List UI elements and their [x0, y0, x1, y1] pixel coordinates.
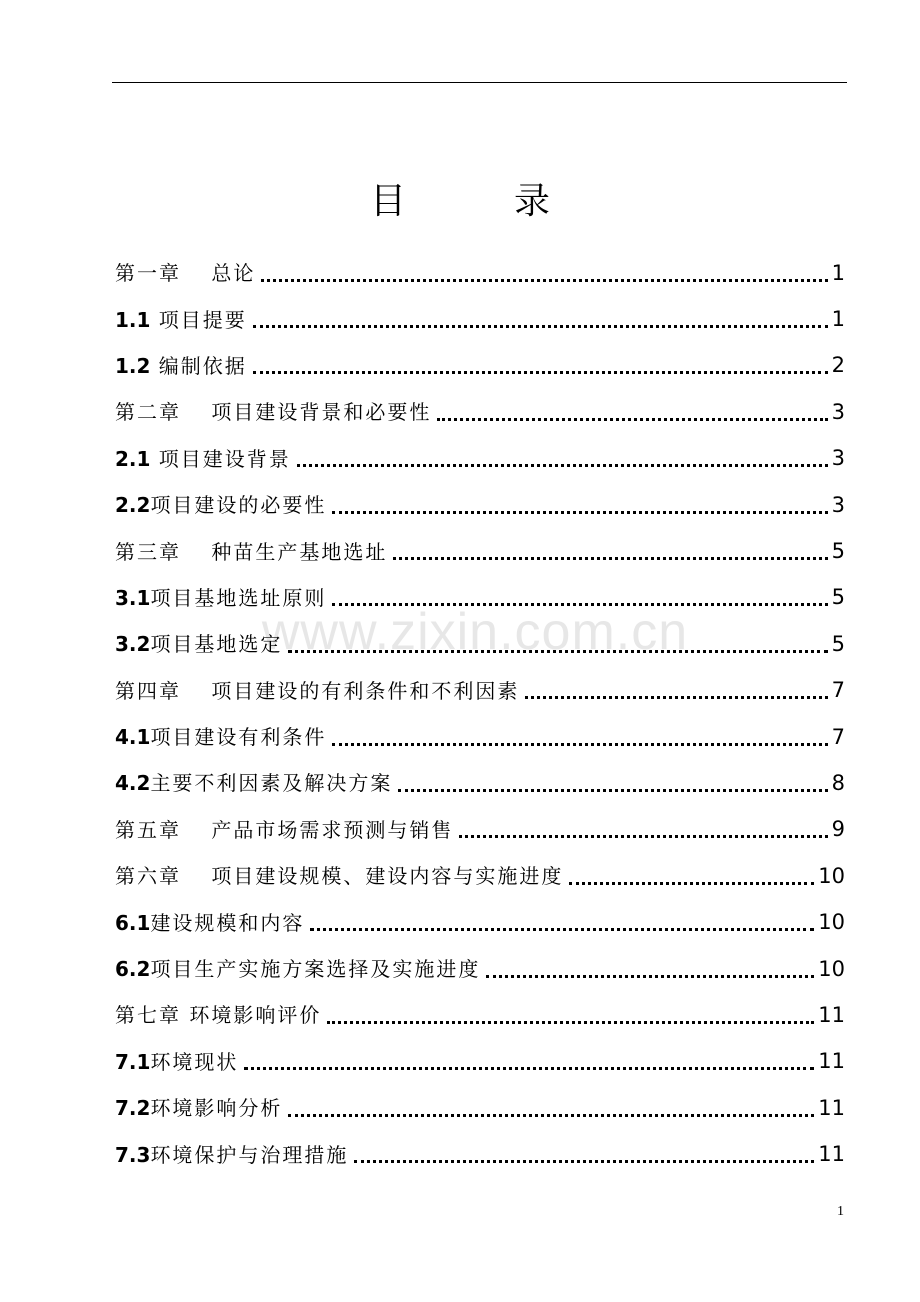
- toc-dot-leader: [332, 511, 827, 514]
- toc-entry[interactable]: [115, 343, 845, 389]
- toc-dot-leader: [297, 464, 828, 467]
- toc-entry-page: 5: [831, 631, 845, 656]
- toc-entry-page: 7: [831, 724, 845, 749]
- toc-entry-label: [115, 678, 523, 703]
- toc-entry[interactable]: [115, 668, 845, 714]
- toc-entry[interactable]: [115, 946, 845, 992]
- toc-entry-page: 3: [831, 492, 845, 517]
- toc-entry-text: 环境保护与治理措施: [150, 1142, 349, 1167]
- toc-entry-page: 11: [818, 1002, 845, 1027]
- toc-entry-label: [115, 1003, 325, 1028]
- toc-entry[interactable]: [115, 760, 845, 806]
- toc-entry[interactable]: [115, 899, 845, 945]
- page-title: [0, 168, 920, 228]
- toc-entry-label: [115, 910, 308, 935]
- toc-entry-label: [115, 771, 396, 796]
- header-rule: [112, 82, 847, 83]
- toc-entry-text: 第二章 项目建设背景和必要性: [115, 400, 432, 425]
- toc-entry-text: 第三章 种苗生产基地选址: [115, 539, 388, 564]
- toc-dot-leader: [288, 650, 827, 653]
- toc-entry[interactable]: [115, 853, 845, 899]
- toc-entry-text: 项目建设有利条件: [150, 725, 327, 750]
- toc-entry-number: 4.2: [115, 771, 151, 796]
- toc-entry-label: [115, 446, 295, 471]
- title-char-right: 录: [514, 180, 551, 222]
- toc-entry[interactable]: [115, 1131, 845, 1177]
- toc-entry-page: 1: [831, 307, 845, 332]
- toc-dot-leader: [354, 1160, 814, 1163]
- toc-entry-page: 11: [818, 1142, 845, 1167]
- toc-entry-page: 10: [818, 910, 845, 935]
- toc-entry-label: [115, 1049, 242, 1074]
- toc-entry-text: 项目生产实施方案选择及实施进度: [150, 957, 481, 982]
- toc-dot-leader: [332, 603, 827, 606]
- toc-entry[interactable]: [115, 714, 845, 760]
- toc-entry-text: 环境影响分析: [150, 1096, 283, 1121]
- toc-entry-page: 11: [818, 1049, 845, 1074]
- toc-dot-leader: [253, 371, 828, 374]
- toc-entry-number: 3.2: [115, 632, 151, 657]
- toc-entry-label: [115, 307, 251, 332]
- toc-entry-text: 第四章 项目建设的有利条件和不利因素: [115, 678, 520, 703]
- toc-entry-label: [115, 400, 435, 425]
- toc-entry-text: 第七章 环境影响评价: [115, 1003, 322, 1028]
- toc-entry[interactable]: [115, 528, 845, 574]
- toc-entry-label: [115, 632, 286, 657]
- toc-entry-page: 5: [831, 539, 845, 564]
- toc-entry-number: 1.2: [115, 353, 151, 378]
- toc-entry-text: 编制依据: [150, 353, 247, 378]
- toc-dot-leader: [253, 325, 828, 328]
- toc-entry-text: 第六章 项目建设规模、建设内容与实施进度: [115, 864, 564, 889]
- toc-entry-page: 3: [831, 446, 845, 471]
- toc-entry-label: [115, 1142, 352, 1167]
- toc-entry-text: 建设规模和内容: [150, 910, 305, 935]
- toc-dot-leader: [569, 882, 814, 885]
- toc-entry-label: [115, 725, 330, 750]
- toc-dot-leader: [288, 1114, 814, 1117]
- toc-dot-leader: [310, 928, 814, 931]
- toc-entry-page: 5: [831, 585, 845, 610]
- toc-entry-text: 项目建设背景: [150, 446, 291, 471]
- toc-entry-text: 项目提要: [150, 307, 247, 332]
- toc-dot-leader: [332, 743, 827, 746]
- toc-entry-label: [115, 957, 484, 982]
- toc-entry-page: 1: [831, 260, 845, 285]
- toc-entry-page: 2: [831, 353, 845, 378]
- toc-dot-leader: [437, 418, 827, 421]
- toc-entry-text: 主要不利因素及解决方案: [150, 771, 393, 796]
- toc-dot-leader: [486, 975, 814, 978]
- toc-dot-leader: [459, 835, 827, 838]
- toc-entry-page: 3: [831, 399, 845, 424]
- toc-entry-number: 4.1: [115, 725, 151, 750]
- toc-entry[interactable]: [115, 250, 845, 296]
- toc-entry-number: 7.3: [115, 1142, 151, 1167]
- toc-dot-leader: [525, 696, 827, 699]
- toc-entry[interactable]: [115, 482, 845, 528]
- toc-entry-page: 9: [831, 817, 845, 842]
- toc-entry-page: 10: [818, 956, 845, 981]
- toc-entry-label: [115, 493, 330, 518]
- toc-entry-text: 项目基地选址原则: [150, 585, 327, 610]
- toc-entry-number: 1.1: [115, 307, 151, 332]
- toc-entry-label: [115, 261, 259, 286]
- toc-dot-leader: [261, 279, 827, 282]
- toc-entry-number: 6.2: [115, 957, 151, 982]
- toc-entry-label: [115, 585, 330, 610]
- toc-entry-number: 7.2: [115, 1096, 151, 1121]
- toc-entry-text: 环境现状: [150, 1049, 239, 1074]
- toc-entry-number: 7.1: [115, 1049, 151, 1074]
- table-of-contents: [115, 250, 845, 1178]
- toc-entry-label: [115, 864, 567, 889]
- toc-entry-text: 项目基地选定: [150, 632, 283, 657]
- toc-dot-leader: [327, 1021, 814, 1024]
- toc-entry[interactable]: [115, 296, 845, 342]
- toc-entry-text: 项目建设的必要性: [150, 493, 327, 518]
- toc-entry-number: 2.1: [115, 446, 151, 471]
- toc-entry[interactable]: [115, 389, 845, 435]
- toc-entry-text: 第五章 产品市场需求预测与销售: [115, 817, 454, 842]
- watermark: www.zixin.com.cn: [261, 603, 689, 661]
- toc-entry[interactable]: [115, 992, 845, 1038]
- toc-entry[interactable]: [115, 1039, 845, 1085]
- toc-entry-label: [115, 1096, 286, 1121]
- toc-entry[interactable]: [115, 575, 845, 621]
- toc-entry-number: 2.2: [115, 493, 151, 518]
- toc-entry[interactable]: [115, 807, 845, 853]
- toc-entry-label: [115, 539, 391, 564]
- toc-entry-label: [115, 353, 251, 378]
- toc-entry-number: 3.1: [115, 585, 151, 610]
- page-number: 1: [837, 1204, 844, 1219]
- toc-dot-leader: [393, 557, 827, 560]
- toc-entry-page: 11: [818, 1095, 845, 1120]
- toc-entry[interactable]: [115, 436, 845, 482]
- toc-entry-page: 8: [831, 770, 845, 795]
- toc-entry-page: 10: [818, 863, 845, 888]
- toc-dot-leader: [398, 789, 827, 792]
- toc-entry-label: [115, 817, 457, 842]
- toc-entry-page: 7: [831, 678, 845, 703]
- toc-entry-text: 第一章 总论: [115, 261, 256, 286]
- toc-entry[interactable]: [115, 621, 845, 667]
- toc-dot-leader: [244, 1067, 814, 1070]
- toc-entry-number: 6.1: [115, 910, 151, 935]
- toc-entry[interactable]: [115, 1085, 845, 1131]
- title-char-left: 目: [369, 180, 406, 222]
